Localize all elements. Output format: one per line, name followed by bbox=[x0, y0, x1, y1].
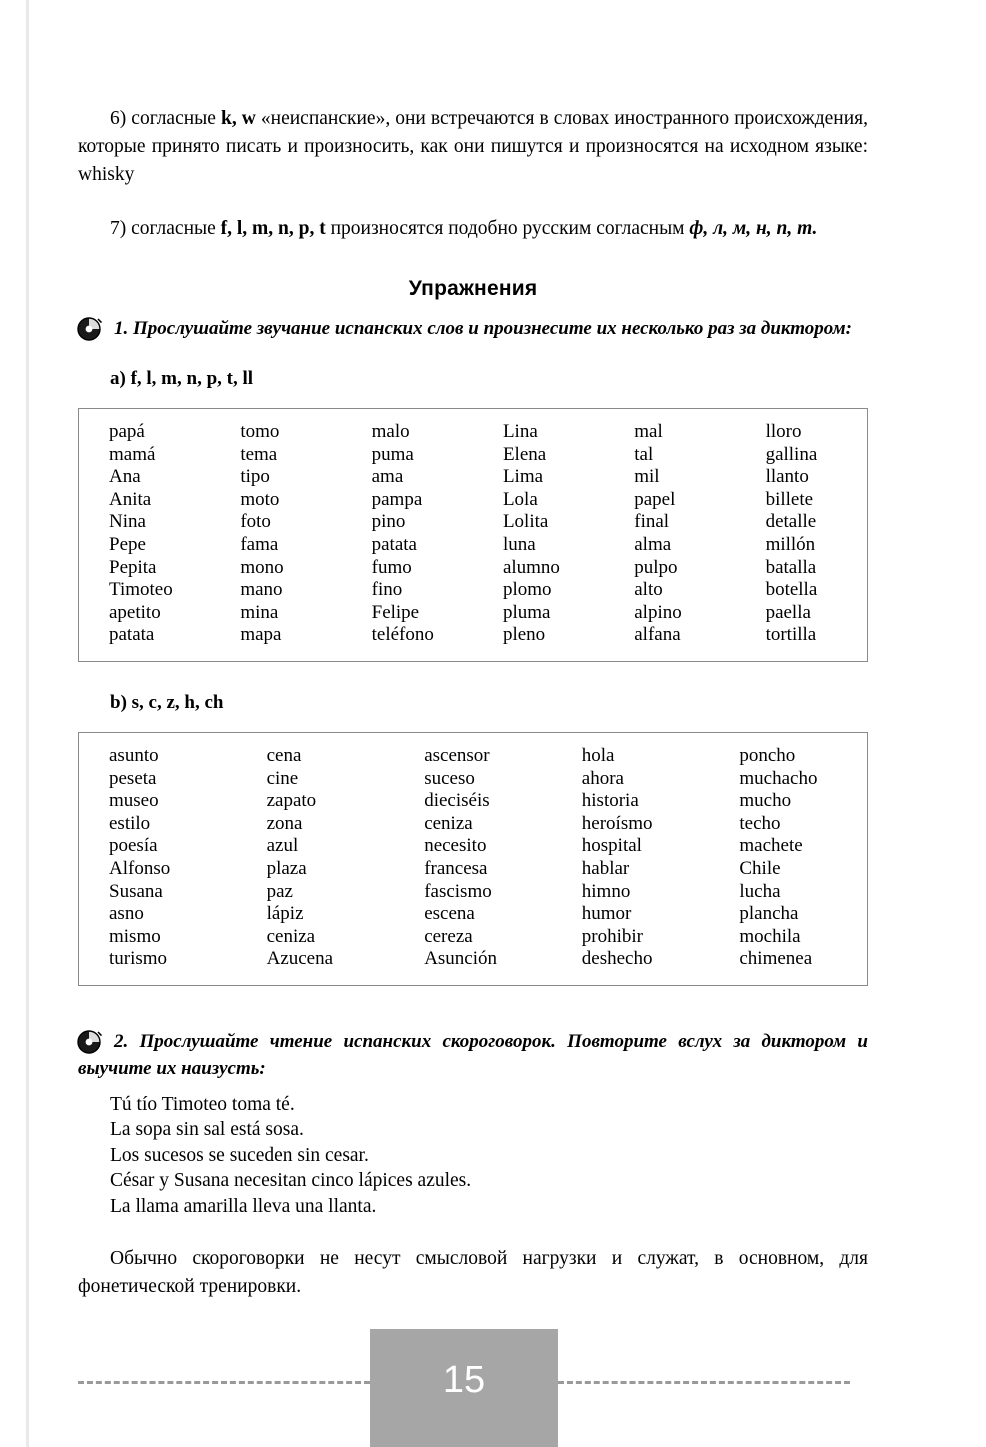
word-cell: suceso bbox=[424, 767, 475, 789]
word-cell: zona bbox=[266, 812, 303, 834]
word-cell: estilo bbox=[109, 812, 151, 834]
word-cell: mapa bbox=[240, 624, 282, 646]
word-column bbox=[210, 421, 341, 647]
paragraph-7-mid: произносятся подобно русским согласным bbox=[325, 218, 690, 239]
word-cell: alumno bbox=[502, 556, 560, 578]
word-cell: peseta bbox=[109, 767, 157, 789]
word-cell: azul bbox=[266, 835, 299, 857]
word-cell: mil bbox=[634, 466, 660, 488]
paragraph-6-rest: «неиспанские», они встречаются в словах иностранного происхождения, которые принято писать и произносить, как они пишутся и произносятся на исходном языке: whisky bbox=[78, 108, 868, 185]
word-cell: Anita bbox=[109, 488, 152, 510]
word-cell: hospital bbox=[581, 835, 642, 857]
word-table-a bbox=[78, 408, 868, 662]
word-cell: mina bbox=[240, 601, 279, 623]
word-cell: mono bbox=[240, 556, 284, 578]
word-cell: fino bbox=[371, 579, 403, 601]
word-cell: mal bbox=[634, 421, 663, 442]
paragraph-7 bbox=[78, 215, 868, 243]
word-cell: Pepita bbox=[109, 556, 157, 578]
word-cell: alma bbox=[634, 533, 672, 555]
word-column bbox=[342, 421, 473, 647]
spacer bbox=[78, 662, 868, 692]
word-cell: paz bbox=[266, 880, 293, 902]
word-cell: apetito bbox=[109, 601, 161, 623]
spacer bbox=[78, 986, 868, 1028]
word-cell: patata bbox=[371, 533, 417, 555]
footer-divider-right bbox=[558, 1381, 850, 1384]
word-cell: alfana bbox=[634, 624, 681, 646]
word-cell: moto bbox=[240, 488, 280, 510]
paragraph-7-bold: f, l, m, n, p, t bbox=[220, 218, 326, 239]
word-cell: tomo bbox=[240, 421, 280, 442]
section-title: Упражнения bbox=[408, 277, 538, 300]
spacer bbox=[78, 1219, 868, 1245]
word-cell: pino bbox=[371, 511, 406, 533]
word-column bbox=[473, 421, 604, 647]
word-cell: mochila bbox=[739, 925, 801, 947]
word-cell: cereza bbox=[424, 925, 473, 947]
word-cell: Azucena bbox=[266, 948, 334, 970]
word-cell: poesía bbox=[109, 835, 158, 857]
word-cell: plomo bbox=[502, 579, 552, 601]
word-cell: zapato bbox=[266, 790, 317, 812]
word-cell: machete bbox=[739, 835, 803, 857]
word-cell: pampa bbox=[371, 488, 423, 510]
word-cell: alpino bbox=[634, 601, 682, 623]
paragraph-6 bbox=[78, 105, 868, 189]
word-cell: francesa bbox=[424, 857, 488, 879]
word-column bbox=[237, 745, 395, 971]
word-cell: tema bbox=[240, 443, 278, 465]
word-cell: mismo bbox=[109, 925, 161, 947]
word-cell: heroísmo bbox=[581, 812, 653, 834]
word-cell: lucha bbox=[739, 880, 781, 902]
word-cell: millón bbox=[765, 533, 816, 555]
word-cell: Lola bbox=[502, 488, 538, 510]
spacer bbox=[78, 342, 868, 368]
spacer bbox=[78, 243, 868, 277]
word-cell: Susana bbox=[109, 880, 163, 902]
word-cell: plaza bbox=[266, 857, 307, 879]
tongue-twister-list bbox=[78, 1092, 868, 1220]
list-item: Los sucesos se suceden sin cesar. bbox=[110, 1144, 369, 1166]
word-cell: hablar bbox=[581, 857, 630, 879]
closing-paragraph: Обычно скороговорки не несут смысловой нагрузки и служат, в основном, для фонетической тренировки. bbox=[78, 1248, 868, 1298]
word-cell: Asunción bbox=[424, 948, 498, 970]
word-cell: Chile bbox=[739, 857, 781, 879]
word-cell: Felipe bbox=[371, 601, 420, 623]
page-content bbox=[78, 105, 868, 1301]
word-cell: botella bbox=[765, 579, 818, 601]
exercise-1-subheading-b: b) s, c, z, h, ch bbox=[110, 691, 224, 713]
list-item: La llama amarilla lleva una llanta. bbox=[110, 1195, 377, 1217]
cd-icon bbox=[76, 316, 102, 342]
spacer bbox=[78, 714, 868, 732]
word-cell: batalla bbox=[765, 556, 817, 578]
word-cell: pluma bbox=[502, 601, 551, 623]
word-cell: turismo bbox=[109, 948, 168, 970]
word-cell: escena bbox=[424, 903, 475, 925]
word-cell: Nina bbox=[109, 511, 146, 533]
paragraph-6-bold: k, w bbox=[220, 108, 256, 129]
paragraph-7-italic: ф, л, м, н, п, т. bbox=[689, 218, 818, 239]
spacer bbox=[78, 390, 868, 408]
word-cell: ceniza bbox=[266, 925, 316, 947]
page-number: 15 bbox=[370, 1329, 558, 1447]
word-column bbox=[552, 745, 710, 971]
word-cell: techo bbox=[739, 812, 781, 834]
exercise-1-instruction bbox=[78, 315, 868, 342]
list-item: César y Susana necesitan cinco lápices azules. bbox=[110, 1170, 472, 1192]
word-cell: alto bbox=[634, 579, 663, 601]
word-cell: Ana bbox=[109, 466, 141, 488]
word-column bbox=[736, 421, 867, 647]
word-cell: tortilla bbox=[765, 624, 817, 646]
list-item: Tú tío Timoteo toma té. bbox=[110, 1093, 295, 1115]
word-cell: malo bbox=[371, 421, 410, 442]
exercise-2-text: 2. Прослушайте чтение испанских скороговорок. Повторите вслух за диктором и выучите их наизусть: bbox=[78, 1030, 868, 1079]
word-cell: ceniza bbox=[424, 812, 473, 834]
spacer bbox=[78, 189, 868, 215]
word-cell: hola bbox=[581, 744, 615, 766]
word-cell: patata bbox=[109, 624, 155, 646]
word-cell: asno bbox=[109, 903, 144, 925]
exercise-1-subheading-a: a) f, l, m, n, p, t, ll bbox=[110, 368, 254, 389]
page-edge-strip bbox=[26, 0, 29, 1447]
footer-divider-left bbox=[78, 1381, 370, 1384]
word-column bbox=[394, 745, 552, 971]
word-cell: Elena bbox=[502, 443, 547, 465]
word-cell: final bbox=[634, 511, 670, 533]
word-cell: deshecho bbox=[581, 948, 653, 970]
word-cell: teléfono bbox=[371, 624, 434, 646]
word-cell: foto bbox=[240, 511, 271, 533]
word-cell: Pepe bbox=[109, 533, 146, 555]
word-cell: necesito bbox=[424, 835, 487, 857]
word-table-b bbox=[78, 732, 868, 986]
word-cell: billete bbox=[765, 488, 814, 510]
word-cell: Alfonso bbox=[109, 857, 171, 879]
word-cell: prohibir bbox=[581, 925, 643, 947]
word-cell: Lima bbox=[502, 466, 544, 488]
spacer bbox=[78, 301, 868, 315]
word-cell: detalle bbox=[765, 511, 817, 533]
word-cell: asunto bbox=[109, 744, 159, 766]
word-cell: fumo bbox=[371, 556, 412, 578]
word-cell: ahora bbox=[581, 767, 624, 789]
word-cell: cine bbox=[266, 767, 299, 789]
word-cell: llanto bbox=[765, 466, 809, 488]
word-cell: ascensor bbox=[424, 744, 490, 766]
word-column bbox=[604, 421, 735, 647]
word-cell: humor bbox=[581, 903, 632, 925]
spacer bbox=[78, 1082, 868, 1092]
word-cell: museo bbox=[109, 790, 159, 812]
exercise-2-instruction bbox=[78, 1028, 868, 1082]
word-cell: poncho bbox=[739, 744, 796, 766]
list-item: La sopa sin sal está sosa. bbox=[110, 1119, 304, 1141]
word-cell: pleno bbox=[502, 624, 546, 646]
word-cell: puma bbox=[371, 443, 414, 465]
word-cell: mano bbox=[240, 579, 283, 601]
word-cell: historia bbox=[581, 790, 639, 812]
word-cell: Timoteo bbox=[109, 579, 173, 601]
word-cell: lápiz bbox=[266, 903, 304, 925]
word-cell: luna bbox=[502, 533, 536, 555]
word-cell: pulpo bbox=[634, 556, 678, 578]
word-cell: papá bbox=[109, 421, 145, 442]
word-cell: ama bbox=[371, 466, 404, 488]
word-cell: chimenea bbox=[739, 948, 813, 970]
word-cell: tipo bbox=[240, 466, 270, 488]
word-column bbox=[709, 745, 867, 971]
word-cell: paella bbox=[765, 601, 811, 623]
word-cell: cena bbox=[266, 744, 302, 766]
word-cell: papel bbox=[634, 488, 676, 510]
word-cell: mamá bbox=[109, 443, 156, 465]
exercise-1-text: 1. Прослушайте звучание испанских слов и произнесите их несколько раз за диктором: bbox=[114, 318, 852, 339]
word-cell: fascismo bbox=[424, 880, 492, 902]
page-footer bbox=[0, 1329, 986, 1447]
word-column bbox=[79, 745, 237, 971]
cd-icon bbox=[76, 1029, 102, 1055]
word-cell: himno bbox=[581, 880, 631, 902]
word-cell: mucho bbox=[739, 790, 792, 812]
paragraph-6-prefix: 6) согласные bbox=[110, 108, 221, 129]
word-cell: dieciséis bbox=[424, 790, 490, 812]
word-cell: muchacho bbox=[739, 767, 818, 789]
word-cell: fama bbox=[240, 533, 279, 555]
word-cell: Lolita bbox=[502, 511, 549, 533]
paragraph-7-prefix: 7) согласные bbox=[110, 218, 221, 239]
word-cell: gallina bbox=[765, 443, 818, 465]
word-cell: tal bbox=[634, 443, 654, 465]
word-cell: lloro bbox=[765, 421, 802, 442]
word-cell: plancha bbox=[739, 903, 799, 925]
word-column bbox=[79, 421, 210, 647]
word-cell: Lina bbox=[502, 421, 538, 442]
